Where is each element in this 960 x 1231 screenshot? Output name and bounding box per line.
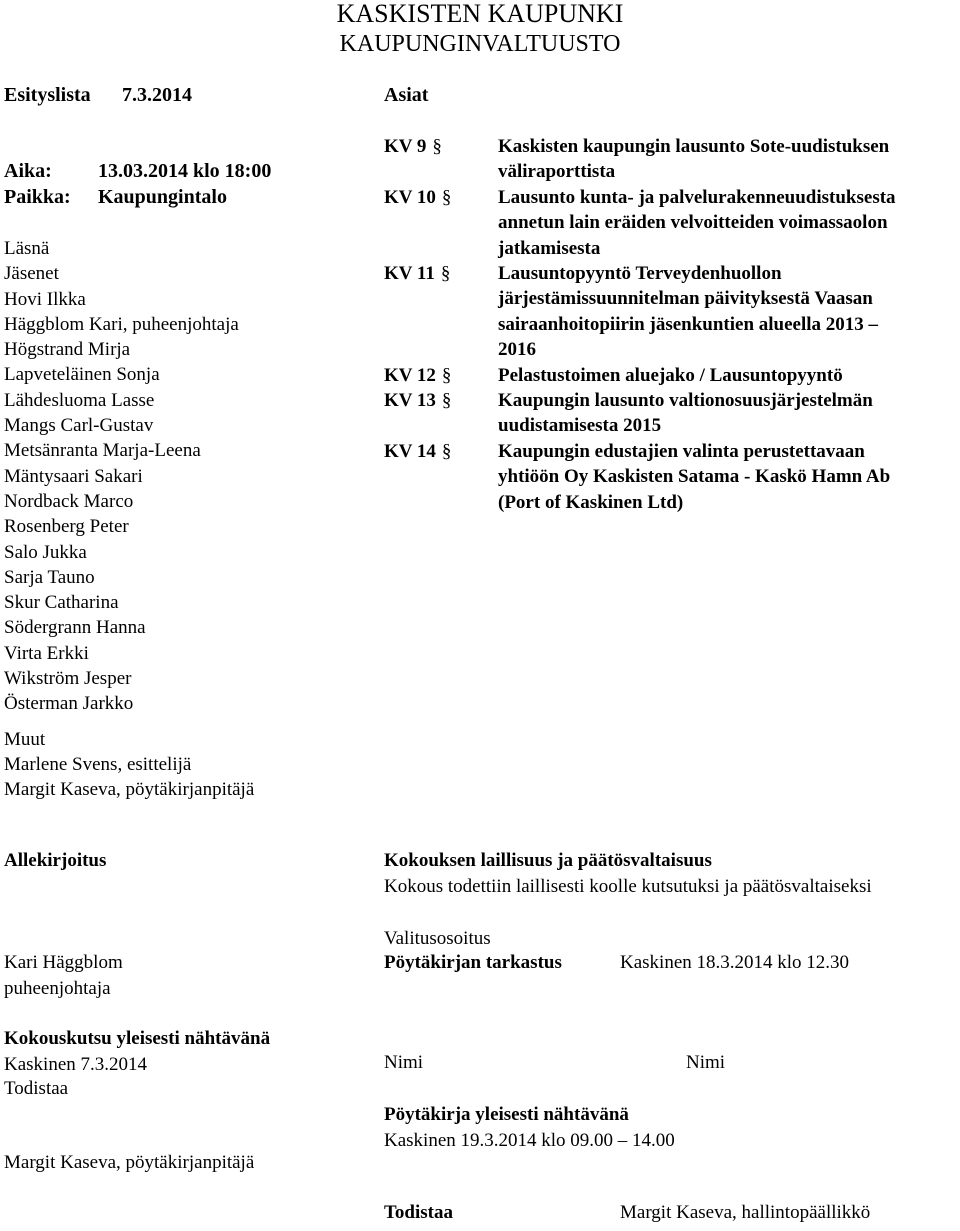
section-symbol: § [441, 440, 452, 462]
agenda-item-title-line: väliraporttista [498, 161, 616, 183]
name-label-1: Nimi [384, 1052, 424, 1073]
time-label: Aika: [4, 160, 52, 182]
agenda-item-title-line: yhtiöön Oy Kaskisten Satama - Kaskö Hamn Ab [498, 466, 891, 488]
minutes-check-value: Kaskinen 18.3.2014 klo 12.30 [620, 952, 850, 973]
section-symbol: § [432, 136, 442, 157]
agenda-item [384, 439, 960, 515]
member-name: Lähdesluoma Lasse [4, 389, 155, 411]
agenda-item-title-line: Kaupungin lausunto valtionosuusjärjestelmän [498, 390, 873, 412]
agenda-item-title-line: (Port of Kaskinen Ltd) [498, 491, 684, 513]
agenda-item [384, 388, 960, 439]
agenda-item [384, 185, 960, 261]
appeal-heading: Valitusosoitus [384, 928, 491, 949]
agenda-item-title [498, 261, 960, 363]
time-value: 13.03.2014 klo 18:00 [98, 160, 272, 182]
present-heading: Läsnä [4, 238, 50, 259]
member-name: Österman Jarkko [4, 693, 134, 715]
agenda-list [384, 134, 960, 515]
chair-role: puheenjohtaja [4, 978, 111, 999]
final-certify: Todistaa [384, 1202, 453, 1223]
agenda-item-title-line: Lausuntopyyntö Terveydenhuollon [498, 263, 782, 285]
minutes-public-heading: Pöytäkirja yleisesti nähtävänä [384, 1104, 629, 1125]
section-symbol: § [441, 186, 452, 208]
agenda-item [384, 261, 960, 363]
agenda-item-number [384, 439, 498, 464]
member-name: Södergrann Hanna [4, 617, 146, 639]
member-name: Häggblom Kari, puheenjohtaja [4, 313, 239, 335]
agenda-item-number [384, 388, 498, 413]
agenda-item-title-line: järjestämissuunnitelman päivityksestä Vaasan [498, 288, 873, 310]
agenda-item-code: KV 14 [384, 440, 436, 462]
member-name: Salo Jukka [4, 541, 87, 563]
minutes-public-value: Kaskinen 19.3.2014 klo 09.00 – 14.00 [384, 1130, 675, 1151]
members-heading: Jäsenet [4, 263, 59, 285]
legality-text: Kokous todettiin laillisesti koolle kutsutuksi ja päätösvaltaiseksi [384, 876, 872, 897]
agenda-item [384, 134, 960, 185]
organization-title: KASKISTEN KAUPUNKI [336, 0, 624, 28]
member-name: Mangs Carl-Gustav [4, 415, 154, 437]
agenda-item-number [384, 363, 498, 388]
place-value: Kaupungintalo [98, 186, 227, 208]
member-name: Metsänranta Marja-Leena [4, 440, 201, 462]
member-name: Wikström Jesper [4, 668, 132, 690]
agenda-item-title-line: annetun lain eräiden velvoitteiden voimassaolon [498, 212, 888, 234]
member-name: Virta Erkki [4, 642, 89, 664]
agenda-list-date: 7.3.2014 [122, 84, 192, 106]
agenda-item-title-line: Lausunto kunta- ja palvelurakenneuudistuksesta [498, 186, 896, 208]
agenda-item-code: KV 9 [384, 136, 427, 157]
agenda-item-number [384, 134, 498, 159]
agenda-item-title [498, 363, 960, 388]
member-name: Mäntysaari Sakari [4, 465, 143, 487]
other-attendee-name: Marlene Svens, esittelijä [4, 753, 192, 775]
notice-signer: Margit Kaseva, pöytäkirjanpitäjä [4, 1152, 255, 1173]
agenda-item-title-line: Kaupungin edustajien valinta perustettavaan [498, 440, 865, 462]
agenda-item [384, 363, 960, 388]
minutes-check-label: Pöytäkirjan tarkastus [384, 952, 562, 973]
agenda-item-title-line: sairaanhoitopiirin jäsenkuntien alueella 2013 – [498, 313, 879, 335]
others-heading: Muut [4, 728, 46, 750]
agenda-item-title-line: Pelastustoimen aluejako / Lausuntopyyntö [498, 364, 843, 386]
final-signer: Margit Kaseva, hallintopäällikkö [620, 1202, 871, 1223]
signature-heading: Allekirjoitus [4, 850, 107, 871]
council-title: KAUPUNGINVALTUUSTO [339, 31, 621, 57]
member-name: Rosenberg Peter [4, 516, 129, 538]
member-name: Sarja Tauno [4, 566, 95, 588]
notice-place-date: Kaskinen 7.3.2014 [4, 1054, 148, 1075]
agenda-item-code: KV 13 [384, 390, 436, 412]
member-name: Hovi Ilkka [4, 288, 86, 310]
agenda-list-label: Esityslista [4, 84, 91, 106]
notice-certify: Todistaa [4, 1078, 69, 1099]
notice-heading: Kokouskutsu yleisesti nähtävänä [4, 1028, 271, 1049]
other-attendee-name: Margit Kaseva, pöytäkirjanpitäjä [4, 779, 255, 801]
agenda-item-title [498, 185, 960, 261]
agenda-item-code: KV 10 [384, 186, 436, 208]
agenda-item-title [498, 388, 960, 439]
agenda-item-title [498, 134, 960, 185]
legality-heading: Kokouksen laillisuus ja päätösvaltaisuus [384, 850, 712, 871]
agenda-item-title-line: jatkamisesta [498, 237, 601, 259]
member-name: Nordback Marco [4, 490, 134, 512]
agenda-item-number [384, 261, 498, 286]
member-name: Lapveteläinen Sonja [4, 364, 160, 386]
section-symbol: § [441, 364, 452, 386]
items-heading: Asiat [384, 84, 429, 106]
agenda-item-title-line: uudistamisesta 2015 [498, 415, 662, 437]
agenda-item-title [498, 439, 960, 515]
member-name: Högstrand Mirja [4, 339, 131, 361]
agenda-item-code: KV 12 [384, 364, 436, 386]
place-label: Paikka: [4, 186, 71, 208]
section-symbol: § [441, 390, 452, 412]
agenda-item-title-line: 2016 [498, 339, 536, 361]
agenda-item-code: KV 11 [384, 263, 435, 285]
members-list [4, 287, 254, 717]
member-name: Skur Catharina [4, 592, 119, 614]
section-symbol: § [440, 263, 451, 285]
others-list [4, 752, 254, 803]
agenda-item-number [384, 185, 498, 210]
chair-name: Kari Häggblom [4, 952, 123, 973]
agenda-item-title-line: Kaskisten kaupungin lausunto Sote-uudistuksen [498, 136, 890, 157]
attendance-list [4, 236, 254, 803]
name-label-2: Nimi [686, 1052, 726, 1073]
